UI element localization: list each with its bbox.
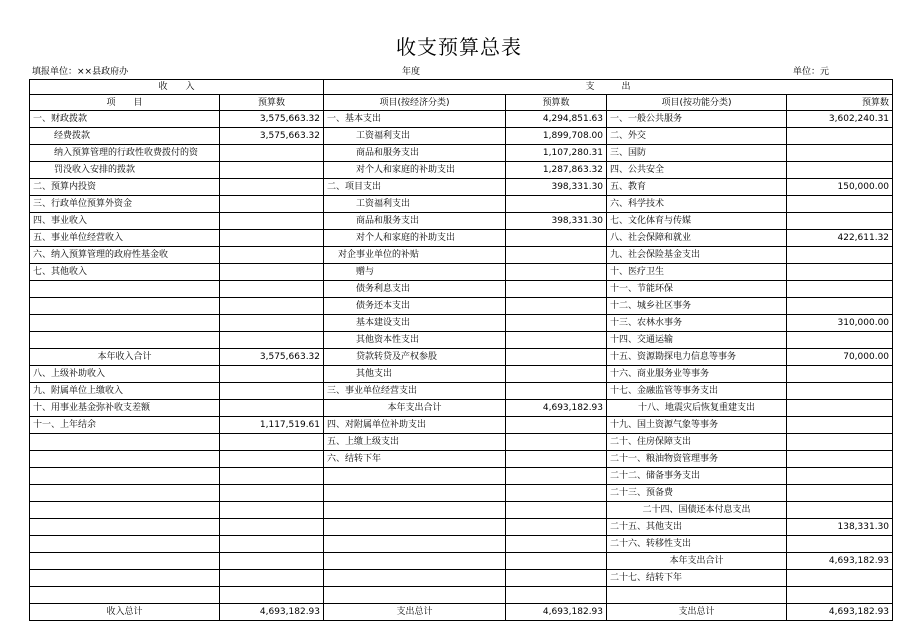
- func-amount-cell: [787, 451, 893, 468]
- func-item-cell: 二十二、储备事务支出: [607, 468, 787, 485]
- column-header-row: [30, 95, 893, 111]
- income-amount-cell: [220, 451, 324, 468]
- func-amount-cell: [787, 485, 893, 502]
- func-amount-cell: [787, 502, 893, 519]
- income-item-cell: 十、用事业基金弥补收支差额: [30, 400, 220, 417]
- func-item-cell: 六、科学技术: [607, 196, 787, 213]
- econ-item-header: 项目(按经济分类): [324, 95, 506, 111]
- income-item-cell: 二、预算内投资: [30, 179, 220, 196]
- income-item-cell: 六、纳入预算管理的政府性基金收: [30, 247, 220, 264]
- econ-item-cell: 一、基本支出: [324, 111, 506, 128]
- econ-item-cell: 其他资本性支出: [324, 332, 506, 349]
- econ-amount-cell: 4,693,182.93: [506, 400, 607, 417]
- table-row: [30, 570, 893, 587]
- func-amount-cell: [787, 587, 893, 604]
- func-item-cell: 十八、地震灾后恢复重建支出: [607, 400, 787, 417]
- func-amount-cell: 422,611.32: [787, 230, 893, 247]
- income-amount-cell: [220, 162, 324, 179]
- table-row: [30, 213, 893, 230]
- income-item-cell: [30, 502, 220, 519]
- func-amount-cell: [787, 383, 893, 400]
- econ-item-cell: 商品和服务支出: [324, 145, 506, 162]
- econ-item-cell: [324, 570, 506, 587]
- table-row: [30, 332, 893, 349]
- func-item-cell: 四、公共安全: [607, 162, 787, 179]
- func-amount-cell: [787, 298, 893, 315]
- econ-amount-cell: [506, 570, 607, 587]
- income-item-cell: 九、附属单位上缴收入: [30, 383, 220, 400]
- income-item-cell: 四、事业收入: [30, 213, 220, 230]
- econ-item-cell: 贷款转贷及产权参股: [324, 349, 506, 366]
- income-amount-cell: [220, 298, 324, 315]
- func-item-cell: 二十三、预备费: [607, 485, 787, 502]
- income-item-cell: 五、事业单位经营收入: [30, 230, 220, 247]
- func-item-header: 项目(按功能分类): [607, 95, 787, 111]
- econ-item-cell: 商品和服务支出: [324, 213, 506, 230]
- table-row: [30, 604, 893, 621]
- econ-amount-cell: [506, 230, 607, 247]
- table-row: [30, 247, 893, 264]
- func-amount-cell: [787, 145, 893, 162]
- income-amount-cell: [220, 519, 324, 536]
- table-row: [30, 417, 893, 434]
- econ-amount-cell: [506, 298, 607, 315]
- income-amount-cell: [220, 570, 324, 587]
- func-item-cell: [607, 587, 787, 604]
- income-item-cell: [30, 519, 220, 536]
- income-item-cell: 七、其他收入: [30, 264, 220, 281]
- income-item-cell: 八、上级补助收入: [30, 366, 220, 383]
- func-item-cell: 五、教育: [607, 179, 787, 196]
- income-item-cell: 纳入预算管理的行政性收费拨付的资: [30, 145, 220, 162]
- func-amount-cell: [787, 434, 893, 451]
- econ-item-cell: 基本建设支出: [324, 315, 506, 332]
- income-section-header: 收 入: [30, 80, 324, 95]
- table-row: [30, 536, 893, 553]
- func-item-cell: 十七、金融监管等事务支出: [607, 383, 787, 400]
- func-amount-cell: 3,602,240.31: [787, 111, 893, 128]
- econ-item-cell: 债务利息支出: [324, 281, 506, 298]
- income-item-cell: [30, 332, 220, 349]
- econ-amount-cell: [506, 349, 607, 366]
- income-item-cell: [30, 553, 220, 570]
- table-row: [30, 366, 893, 383]
- func-item-cell: 九、社会保险基金支出: [607, 247, 787, 264]
- func-item-cell: 十五、资源勘探电力信息等事务: [607, 349, 787, 366]
- income-amount-cell: [220, 536, 324, 553]
- func-item-cell: 支出总计: [607, 604, 787, 621]
- econ-item-cell: [324, 536, 506, 553]
- func-amount-cell: [787, 281, 893, 298]
- econ-item-cell: 六、结转下年: [324, 451, 506, 468]
- func-item-cell: 二十七、结转下年: [607, 570, 787, 587]
- econ-amount-cell: 398,331.30: [506, 213, 607, 230]
- func-item-cell: 十四、交通运输: [607, 332, 787, 349]
- page-title: 收支预算总表: [396, 35, 522, 59]
- income-item-cell: [30, 587, 220, 604]
- func-amount-cell: [787, 128, 893, 145]
- econ-amount-cell: [506, 536, 607, 553]
- income-item-cell: 收入总计: [30, 604, 220, 621]
- econ-amount-cell: [506, 281, 607, 298]
- table-row: [30, 264, 893, 281]
- income-amount-cell: [220, 502, 324, 519]
- income-amount-cell: [220, 332, 324, 349]
- income-item-cell: 一、财政拨款: [30, 111, 220, 128]
- econ-amount-cell: [506, 553, 607, 570]
- table-row: [30, 349, 893, 366]
- func-item-cell: 三、国防: [607, 145, 787, 162]
- func-amount-cell: [787, 247, 893, 264]
- econ-item-cell: 赠与: [324, 264, 506, 281]
- func-amount-cell: [787, 264, 893, 281]
- func-item-cell: 二、外交: [607, 128, 787, 145]
- income-item-header: 项 目: [30, 95, 220, 111]
- func-item-cell: 二十四、国债还本付息支出: [607, 502, 787, 519]
- income-item-cell: [30, 536, 220, 553]
- func-item-cell: 一、一般公共服务: [607, 111, 787, 128]
- income-amount-cell: [220, 400, 324, 417]
- income-amount-cell: [220, 315, 324, 332]
- econ-amount-cell: [506, 315, 607, 332]
- econ-item-cell: 对个人和家庭的补助支出: [324, 162, 506, 179]
- income-item-cell: [30, 434, 220, 451]
- income-item-cell: 本年收入合计: [30, 349, 220, 366]
- func-item-cell: 十二、城乡社区事务: [607, 298, 787, 315]
- econ-item-cell: 三、事业单位经营支出: [324, 383, 506, 400]
- income-amount-cell: [220, 553, 324, 570]
- econ-item-cell: 对企事业单位的补贴: [324, 247, 506, 264]
- econ-item-cell: 四、对附属单位补助支出: [324, 417, 506, 434]
- income-item-cell: [30, 281, 220, 298]
- econ-amount-cell: 4,693,182.93: [506, 604, 607, 621]
- table-row: [30, 468, 893, 485]
- econ-item-cell: [324, 468, 506, 485]
- expense-section-header: 支 出: [324, 80, 893, 95]
- table-row: [30, 553, 893, 570]
- econ-item-cell: 其他支出: [324, 366, 506, 383]
- econ-item-cell: [324, 553, 506, 570]
- func-amount-cell: 70,000.00: [787, 349, 893, 366]
- econ-amount-cell: [506, 502, 607, 519]
- income-item-cell: 罚没收入安排的拨款: [30, 162, 220, 179]
- func-item-cell: 八、社会保障和就业: [607, 230, 787, 247]
- table-row: [30, 502, 893, 519]
- econ-amount-cell: [506, 247, 607, 264]
- income-item-cell: 经费拨款: [30, 128, 220, 145]
- table-row: [30, 383, 893, 400]
- func-amount-cell: [787, 366, 893, 383]
- table-row: [30, 179, 893, 196]
- income-amount-cell: [220, 264, 324, 281]
- income-amount-cell: 3,575,663.32: [220, 111, 324, 128]
- reporting-unit-label: 填报单位：××县政府办: [32, 67, 129, 77]
- income-item-cell: [30, 570, 220, 587]
- func-item-cell: 二十一、粮油物资管理事务: [607, 451, 787, 468]
- econ-amount-cell: [506, 332, 607, 349]
- func-item-cell: 十三、农林水事务: [607, 315, 787, 332]
- func-amount-cell: [787, 417, 893, 434]
- func-item-cell: 十、医疗卫生: [607, 264, 787, 281]
- table-row: [30, 162, 893, 179]
- econ-amount-header: 预算数: [506, 95, 607, 111]
- func-item-cell: 二十六、转移性支出: [607, 536, 787, 553]
- currency-unit-label: 单位：元: [793, 67, 830, 77]
- income-amount-cell: [220, 587, 324, 604]
- econ-amount-cell: [506, 383, 607, 400]
- func-amount-cell: [787, 536, 893, 553]
- income-item-cell: 三、行政单位预算外资金: [30, 196, 220, 213]
- table-row: [30, 519, 893, 536]
- income-amount-cell: [220, 485, 324, 502]
- func-amount-cell: 4,693,182.93: [787, 604, 893, 621]
- budget-summary-table: [29, 79, 893, 621]
- func-item-cell: 十六、商业服务业等事务: [607, 366, 787, 383]
- income-amount-cell: 4,693,182.93: [220, 604, 324, 621]
- econ-item-cell: 债务还本支出: [324, 298, 506, 315]
- func-amount-cell: [787, 400, 893, 417]
- econ-amount-cell: 4,294,851.63: [506, 111, 607, 128]
- econ-item-cell: 五、上缴上级支出: [324, 434, 506, 451]
- func-amount-cell: [787, 468, 893, 485]
- func-amount-cell: 310,000.00: [787, 315, 893, 332]
- income-item-cell: [30, 315, 220, 332]
- income-item-cell: [30, 451, 220, 468]
- table-row: [30, 230, 893, 247]
- econ-amount-cell: [506, 485, 607, 502]
- table-row: [30, 111, 893, 128]
- econ-item-cell: [324, 519, 506, 536]
- income-amount-header: 预算数: [220, 95, 324, 111]
- func-amount-cell: 150,000.00: [787, 179, 893, 196]
- econ-amount-cell: 1,287,863.32: [506, 162, 607, 179]
- table-row: [30, 485, 893, 502]
- func-item-cell: 二十五、其他支出: [607, 519, 787, 536]
- income-amount-cell: 3,575,663.32: [220, 349, 324, 366]
- table-row: [30, 298, 893, 315]
- income-amount-cell: [220, 213, 324, 230]
- income-amount-cell: [220, 179, 324, 196]
- econ-amount-cell: [506, 264, 607, 281]
- econ-amount-cell: 398,331.30: [506, 179, 607, 196]
- econ-amount-cell: [506, 519, 607, 536]
- income-amount-cell: [220, 434, 324, 451]
- econ-item-cell: [324, 502, 506, 519]
- econ-item-cell: 二、项目支出: [324, 179, 506, 196]
- econ-amount-cell: [506, 451, 607, 468]
- econ-item-cell: [324, 485, 506, 502]
- table-row: [30, 281, 893, 298]
- func-item-cell: 十九、国土资源气象等事务: [607, 417, 787, 434]
- func-amount-header: 预算数: [787, 95, 893, 111]
- econ-amount-cell: [506, 587, 607, 604]
- table-row: [30, 451, 893, 468]
- table-row: [30, 145, 893, 162]
- income-amount-cell: [220, 383, 324, 400]
- econ-amount-cell: [506, 468, 607, 485]
- econ-item-cell: 本年支出合计: [324, 400, 506, 417]
- func-item-cell: 本年支出合计: [607, 553, 787, 570]
- table-row: [30, 196, 893, 213]
- func-amount-cell: [787, 570, 893, 587]
- table-row: [30, 128, 893, 145]
- econ-item-cell: 工资福利支出: [324, 196, 506, 213]
- func-amount-cell: 138,331.30: [787, 519, 893, 536]
- func-amount-cell: [787, 162, 893, 179]
- income-item-cell: 十一、上年结余: [30, 417, 220, 434]
- econ-item-cell: [324, 587, 506, 604]
- income-amount-cell: [220, 468, 324, 485]
- income-item-cell: [30, 485, 220, 502]
- income-amount-cell: [220, 366, 324, 383]
- income-item-cell: [30, 468, 220, 485]
- func-amount-cell: 4,693,182.93: [787, 553, 893, 570]
- func-item-cell: 十一、节能环保: [607, 281, 787, 298]
- income-amount-cell: 3,575,663.32: [220, 128, 324, 145]
- econ-amount-cell: [506, 196, 607, 213]
- econ-amount-cell: [506, 434, 607, 451]
- income-amount-cell: [220, 247, 324, 264]
- year-label: 年度: [402, 67, 421, 77]
- table-row: [30, 400, 893, 417]
- income-item-cell: [30, 298, 220, 315]
- func-amount-cell: [787, 213, 893, 230]
- econ-amount-cell: [506, 417, 607, 434]
- econ-item-cell: 支出总计: [324, 604, 506, 621]
- econ-item-cell: 对个人和家庭的补助支出: [324, 230, 506, 247]
- table-row: [30, 587, 893, 604]
- func-amount-cell: [787, 332, 893, 349]
- func-item-cell: 二十、住房保障支出: [607, 434, 787, 451]
- income-amount-cell: [220, 196, 324, 213]
- income-amount-cell: [220, 281, 324, 298]
- func-item-cell: 七、文化体育与传媒: [607, 213, 787, 230]
- econ-amount-cell: 1,899,708.00: [506, 128, 607, 145]
- section-header-row: [30, 80, 893, 95]
- table-row: [30, 315, 893, 332]
- income-amount-cell: [220, 230, 324, 247]
- table-row: [30, 434, 893, 451]
- income-amount-cell: [220, 145, 324, 162]
- econ-item-cell: 工资福利支出: [324, 128, 506, 145]
- econ-amount-cell: [506, 366, 607, 383]
- income-amount-cell: 1,117,519.61: [220, 417, 324, 434]
- func-amount-cell: [787, 196, 893, 213]
- econ-amount-cell: 1,107,280.31: [506, 145, 607, 162]
